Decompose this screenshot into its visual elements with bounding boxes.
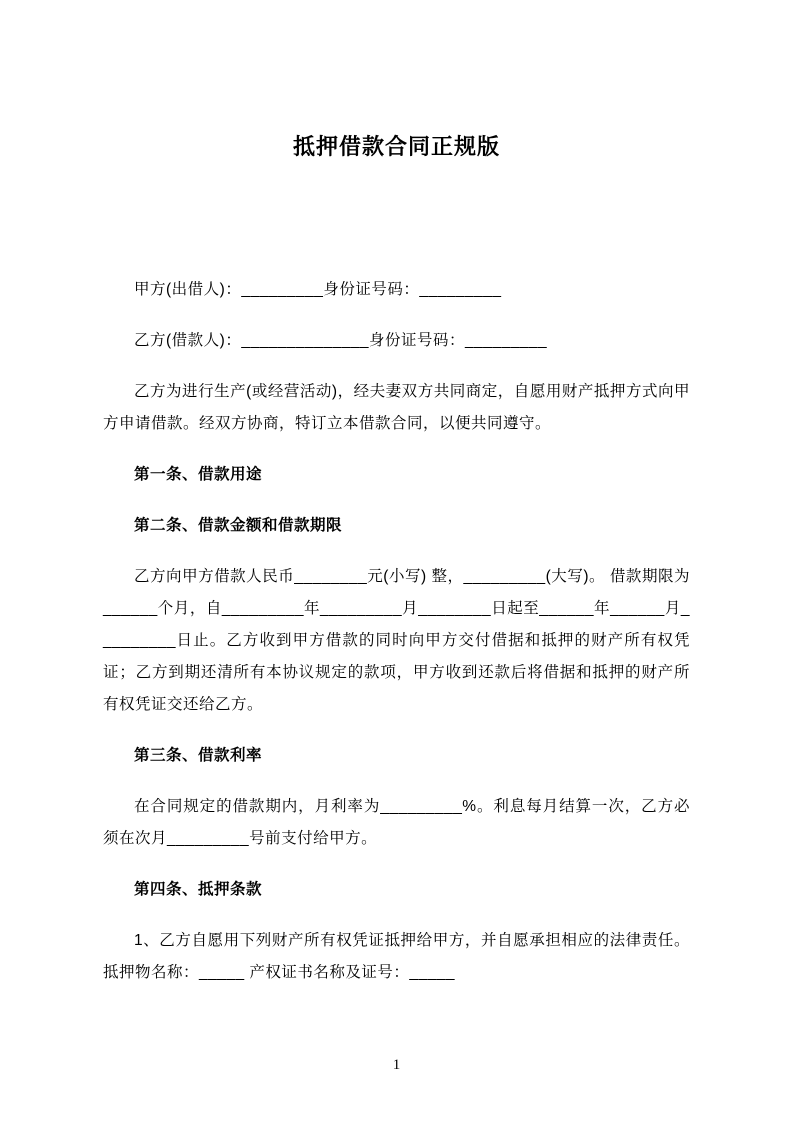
paragraph-party-a: 甲方(出借人)：_________身份证号码：_________: [134, 281, 502, 298]
heading-clause-3: 第三条、借款利率: [134, 747, 263, 764]
paragraph-party-b: 乙方(借款人)：______________身份证号码：_________: [134, 332, 548, 349]
paragraph-preamble: 乙方为进行生产(或经营活动)，经夫妻双方共同商定，自愿用财产抵押方式向甲方申请借款。经双方协商，特订立本借款合同，以便共同遵守。: [103, 383, 690, 432]
heading-clause-1: 第一条、借款用途: [134, 466, 263, 483]
paragraph-mortgage-terms: 1、乙方自愿用下列财产所有权凭证抵押给甲方，并自愿承担相应的法律责任。抵押物名称：_____ 产权证书名称及证号：_____: [103, 932, 690, 981]
page-number: 1: [392, 1057, 401, 1073]
paragraph-loan-amount-term: 乙方向甲方借款人民币________元(小写) 整，_________(大写)。 借款期限为______个月，自_________年_________月________日起至______年______月_________日止。乙方收到甲方借款的同时向甲方交付借据和抵押的财产所有权凭证；乙方到期还清所有本协议规定的款项，甲方收到还款后将借据和抵押的财产所有权凭证交还给乙方。: [103, 568, 690, 713]
heading-clause-4: 第四条、抵押条款: [134, 881, 263, 898]
heading-clause-2: 第二条、借款金额和借款期限: [134, 517, 343, 534]
paragraph-interest-rate: 在合同规定的借款期内，月利率为_________%。利息每月结算一次，乙方必须在次月_________号前支付给甲方。: [103, 798, 690, 847]
document-title: 抵押借款合同正规版: [292, 134, 500, 159]
